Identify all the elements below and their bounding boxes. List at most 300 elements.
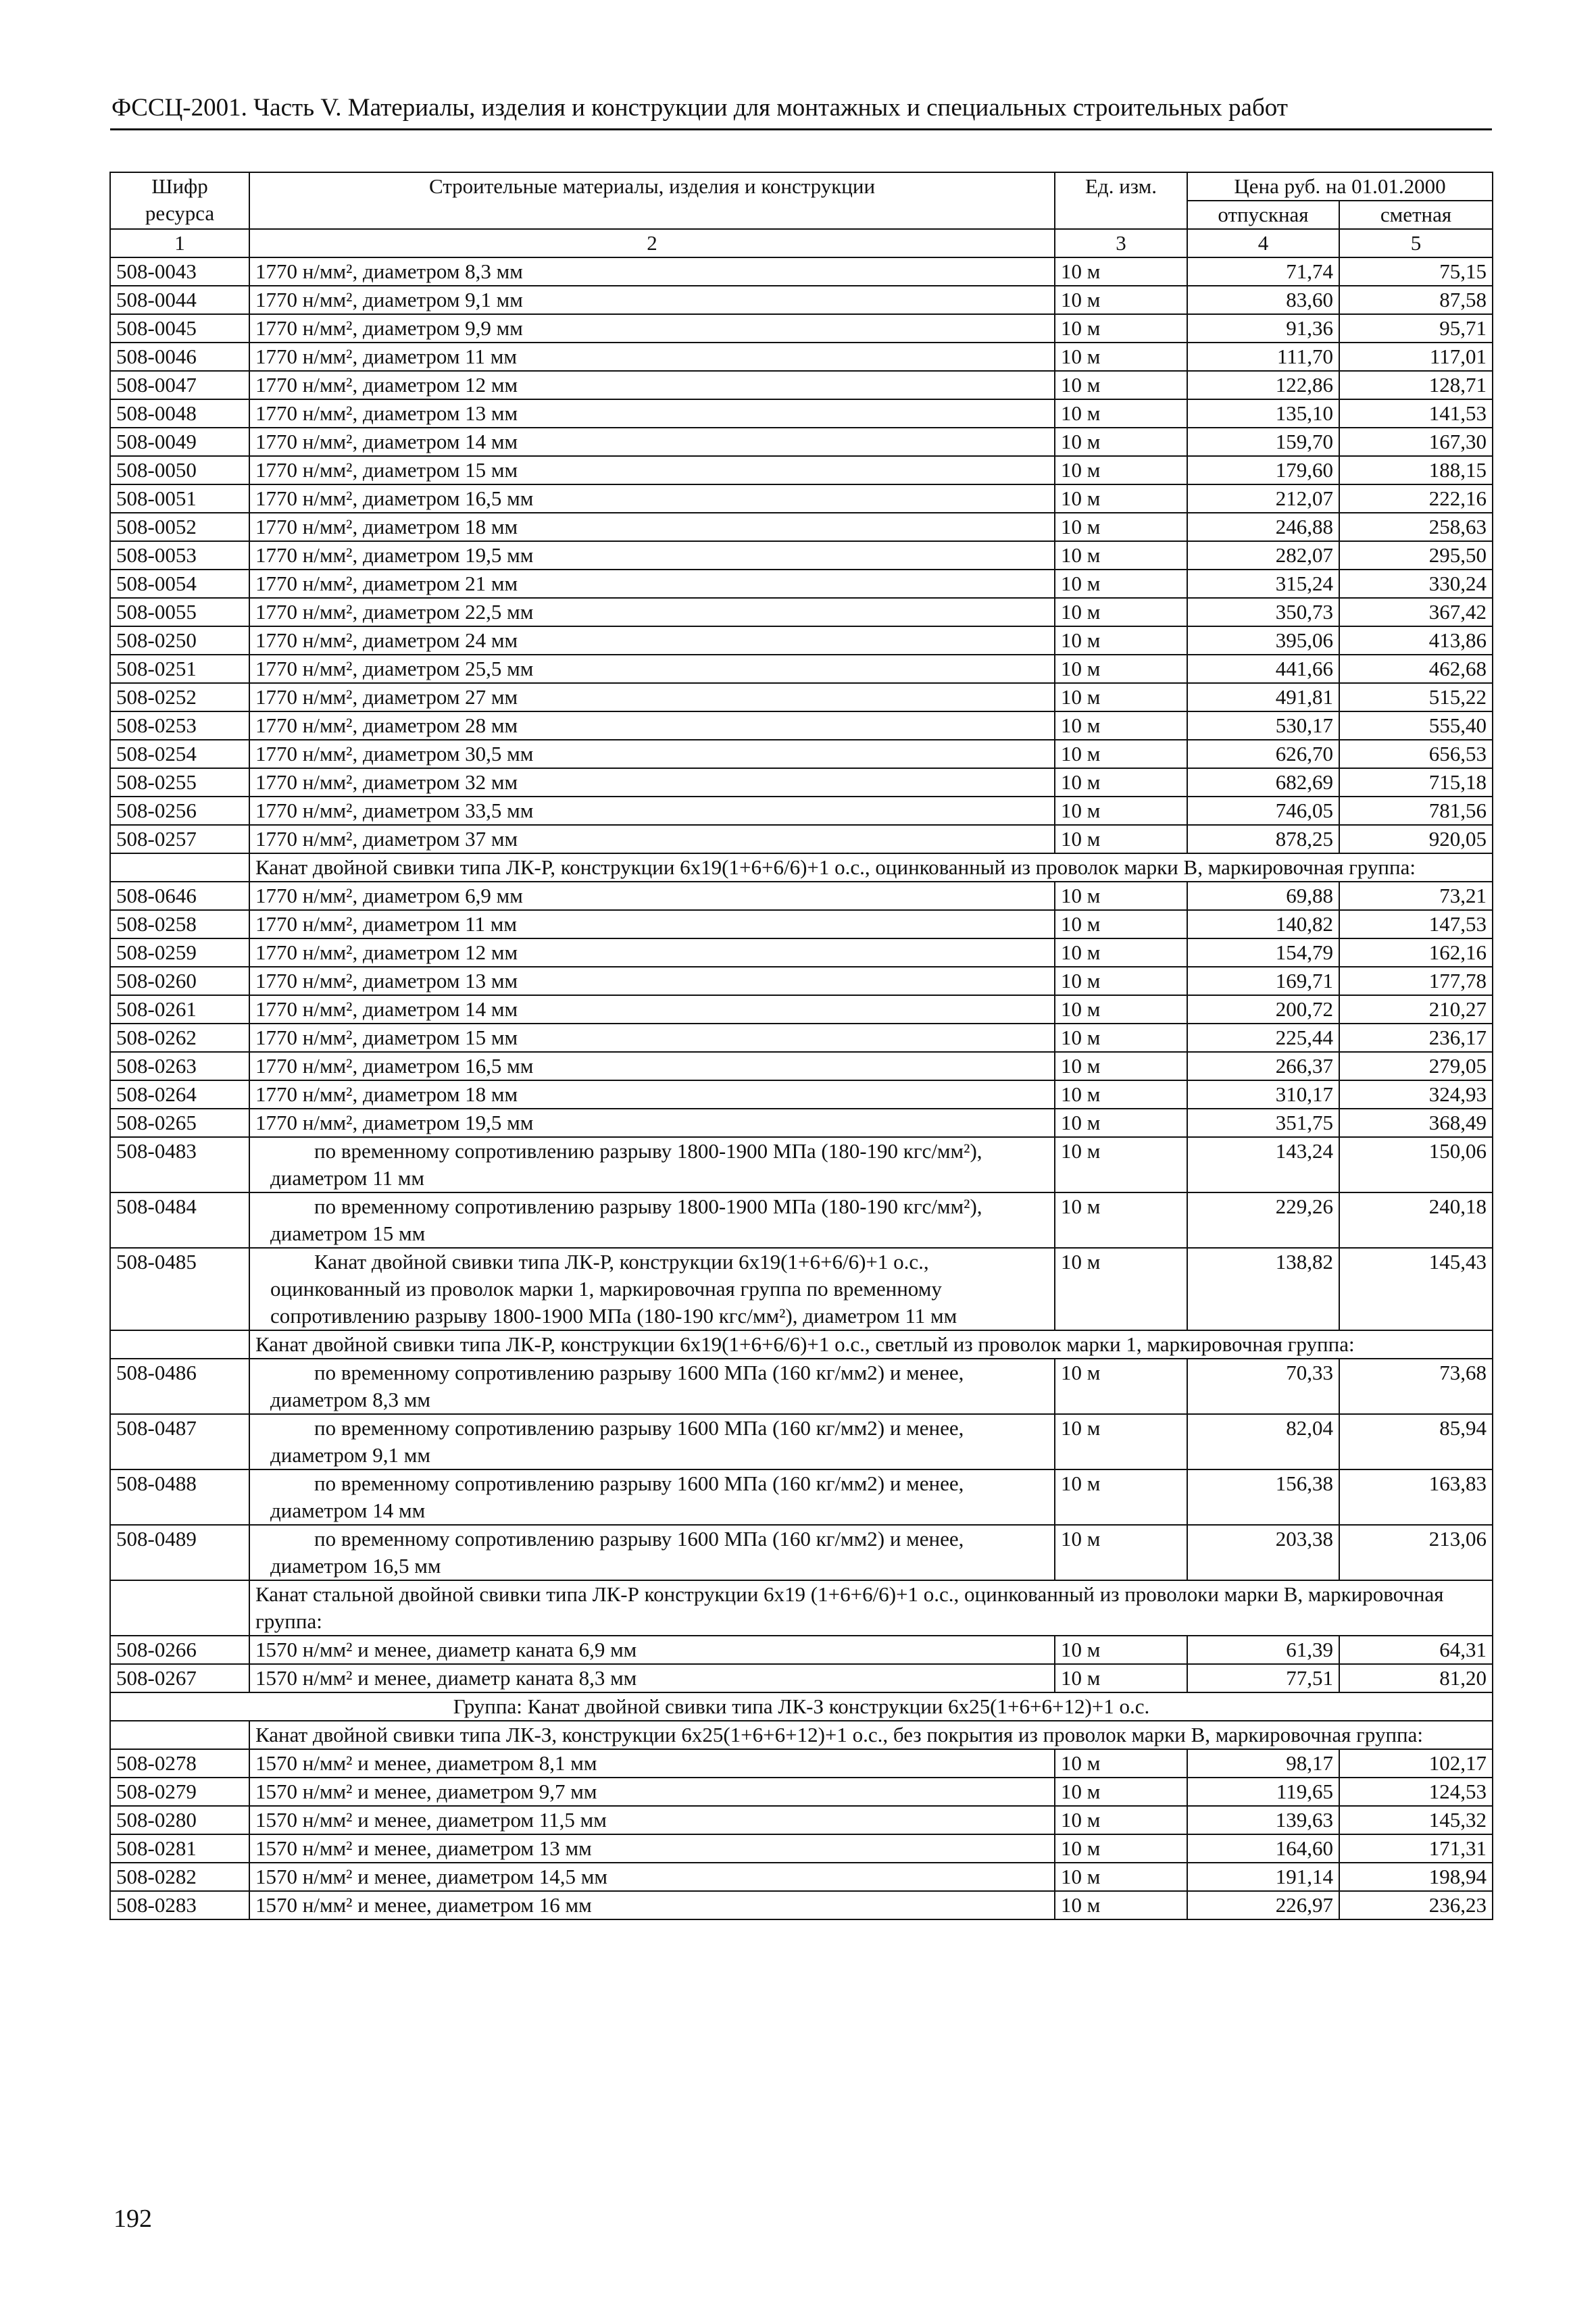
resource-code: 508-0254 — [110, 740, 249, 768]
material-description: 1570 н/мм² и менее, диаметром 16 мм — [249, 1891, 1055, 1919]
estimate-price: 210,27 — [1339, 995, 1493, 1024]
header-price-group: Цена руб. на 01.01.2000 — [1187, 172, 1493, 201]
table-row — [110, 711, 1493, 740]
release-price: 530,17 — [1187, 711, 1339, 740]
header-name: Строительные материалы, изделия и конструкции — [249, 172, 1055, 229]
material-description: 1770 н/мм², диаметром 21 мм — [249, 570, 1055, 598]
table-row — [110, 286, 1493, 314]
release-price: 266,37 — [1187, 1052, 1339, 1080]
resource-code: 508-0257 — [110, 825, 249, 853]
estimate-price: 128,71 — [1339, 371, 1493, 399]
table-row — [110, 910, 1493, 938]
table-row — [110, 570, 1493, 598]
material-description — [249, 1414, 1055, 1469]
release-price: 135,10 — [1187, 399, 1339, 428]
release-price: 441,66 — [1187, 655, 1339, 683]
header-rule — [110, 128, 1492, 130]
resource-code: 508-0267 — [110, 1664, 249, 1692]
release-price: 225,44 — [1187, 1024, 1339, 1052]
release-price: 159,70 — [1187, 428, 1339, 456]
release-price: 179,60 — [1187, 456, 1339, 484]
release-price: 77,51 — [1187, 1664, 1339, 1692]
unit-of-measure: 10 м — [1055, 1192, 1187, 1248]
unit-of-measure: 10 м — [1055, 995, 1187, 1024]
column-number-row — [110, 229, 1493, 257]
release-price: 229,26 — [1187, 1192, 1339, 1248]
material-description: 1770 н/мм², диаметром 15 мм — [249, 1024, 1055, 1052]
resource-code: 508-0487 — [110, 1414, 249, 1469]
release-price: 154,79 — [1187, 938, 1339, 967]
unit-of-measure: 10 м — [1055, 1469, 1187, 1525]
material-description: 1770 н/мм², диаметром 18 мм — [249, 513, 1055, 541]
resource-code: 508-0259 — [110, 938, 249, 967]
table-row — [110, 541, 1493, 570]
material-description: 1570 н/мм² и менее, диаметром 8,1 мм — [249, 1749, 1055, 1778]
resource-code: 508-0262 — [110, 1024, 249, 1052]
unit-of-measure: 10 м — [1055, 343, 1187, 371]
estimate-price: 102,17 — [1339, 1749, 1493, 1778]
table-body — [110, 257, 1493, 1919]
material-description — [249, 1137, 1055, 1192]
table-row — [110, 1806, 1493, 1834]
table-row — [110, 428, 1493, 456]
price-table — [109, 172, 1493, 1920]
release-price: 143,24 — [1187, 1137, 1339, 1192]
resource-code: 508-0255 — [110, 768, 249, 797]
resource-code: 508-0263 — [110, 1052, 249, 1080]
unit-of-measure: 10 м — [1055, 598, 1187, 626]
material-description: 1770 н/мм², диаметром 22,5 мм — [249, 598, 1055, 626]
material-description-text: по временному сопротивлению разрыву 1600 МПа (160 кг/мм2) и менее, диаметром 9,1 мм — [270, 1416, 964, 1467]
resource-code: 508-0282 — [110, 1863, 249, 1891]
table-row — [110, 1414, 1493, 1469]
material-description — [249, 1469, 1055, 1525]
unit-of-measure: 10 м — [1055, 513, 1187, 541]
material-description-text: по временному сопротивлению разрыву 1800-1900 МПа (180-190 кгс/мм²), диаметром 15 мм — [270, 1194, 982, 1245]
unit-of-measure: 10 м — [1055, 484, 1187, 513]
section-row — [110, 1580, 1493, 1636]
page-number: 192 — [114, 2205, 152, 2233]
unit-of-measure: 10 м — [1055, 1834, 1187, 1863]
table-row — [110, 1664, 1493, 1692]
release-price: 83,60 — [1187, 286, 1339, 314]
material-description — [249, 1248, 1055, 1330]
section-code-empty — [110, 853, 249, 882]
column-number: 3 — [1055, 229, 1187, 257]
release-price: 246,88 — [1187, 513, 1339, 541]
unit-of-measure: 10 м — [1055, 1024, 1187, 1052]
material-description: 1770 н/мм², диаметром 25,5 мм — [249, 655, 1055, 683]
table-row — [110, 655, 1493, 683]
unit-of-measure: 10 м — [1055, 1525, 1187, 1580]
section-heading: Канат двойной свивки типа ЛК-Р, конструкции 6x19(1+6+6/6)+1 о.с., светлый из проволок марки 1, маркировочная группа: — [249, 1330, 1493, 1359]
estimate-price: 781,56 — [1339, 797, 1493, 825]
group-row — [110, 1692, 1493, 1721]
table-row — [110, 825, 1493, 853]
material-description: 1770 н/мм², диаметром 8,3 мм — [249, 257, 1055, 286]
material-description: 1770 н/мм², диаметром 27 мм — [249, 683, 1055, 711]
unit-of-measure: 10 м — [1055, 655, 1187, 683]
resource-code: 508-0048 — [110, 399, 249, 428]
estimate-price: 124,53 — [1339, 1778, 1493, 1806]
resource-code: 508-0489 — [110, 1525, 249, 1580]
material-description: 1770 н/мм², диаметром 16,5 мм — [249, 484, 1055, 513]
estimate-price: 236,23 — [1339, 1891, 1493, 1919]
resource-code: 508-0256 — [110, 797, 249, 825]
unit-of-measure: 10 м — [1055, 683, 1187, 711]
resource-code: 508-0052 — [110, 513, 249, 541]
table-row — [110, 399, 1493, 428]
release-price: 69,88 — [1187, 882, 1339, 910]
release-price: 310,17 — [1187, 1080, 1339, 1109]
table-row — [110, 1192, 1493, 1248]
estimate-price: 715,18 — [1339, 768, 1493, 797]
material-description: 1770 н/мм², диаметром 13 мм — [249, 967, 1055, 995]
estimate-price: 367,42 — [1339, 598, 1493, 626]
estimate-price: 213,06 — [1339, 1525, 1493, 1580]
release-price: 315,24 — [1187, 570, 1339, 598]
unit-of-measure: 10 м — [1055, 286, 1187, 314]
table-row — [110, 1834, 1493, 1863]
table-row — [110, 1052, 1493, 1080]
estimate-price: 188,15 — [1339, 456, 1493, 484]
estimate-price: 177,78 — [1339, 967, 1493, 995]
header-unit: Ед. изм. — [1055, 172, 1187, 229]
estimate-price: 171,31 — [1339, 1834, 1493, 1863]
table-row — [110, 967, 1493, 995]
release-price: 350,73 — [1187, 598, 1339, 626]
release-price: 212,07 — [1187, 484, 1339, 513]
resource-code: 508-0486 — [110, 1359, 249, 1414]
estimate-price: 515,22 — [1339, 683, 1493, 711]
release-price: 70,33 — [1187, 1359, 1339, 1414]
unit-of-measure: 10 м — [1055, 740, 1187, 768]
material-description: 1770 н/мм², диаметром 14 мм — [249, 428, 1055, 456]
table-row — [110, 598, 1493, 626]
release-price: 139,63 — [1187, 1806, 1339, 1834]
release-price: 878,25 — [1187, 825, 1339, 853]
section-row — [110, 853, 1493, 882]
table-row — [110, 1137, 1493, 1192]
unit-of-measure: 10 м — [1055, 1778, 1187, 1806]
material-description: 1770 н/мм², диаметром 19,5 мм — [249, 541, 1055, 570]
estimate-price: 150,06 — [1339, 1137, 1493, 1192]
estimate-price: 163,83 — [1339, 1469, 1493, 1525]
resource-code: 508-0278 — [110, 1749, 249, 1778]
material-description-text: по временному сопротивлению разрыву 1800-1900 МПа (180-190 кгс/мм²), диаметром 11 мм — [270, 1139, 982, 1190]
table-row — [110, 740, 1493, 768]
unit-of-measure: 10 м — [1055, 1052, 1187, 1080]
release-price: 98,17 — [1187, 1749, 1339, 1778]
table-row — [110, 343, 1493, 371]
material-description: 1770 н/мм², диаметром 12 мм — [249, 371, 1055, 399]
table-row — [110, 257, 1493, 286]
unit-of-measure: 10 м — [1055, 1414, 1187, 1469]
table-row — [110, 1863, 1493, 1891]
material-description-text: по временному сопротивлению разрыву 1600 МПа (160 кг/мм2) и менее, диаметром 14 мм — [270, 1472, 964, 1522]
resource-code: 508-0485 — [110, 1248, 249, 1330]
release-price: 111,70 — [1187, 343, 1339, 371]
resource-code: 508-0045 — [110, 314, 249, 343]
table-row — [110, 1891, 1493, 1919]
material-description-text: Канат двойной свивки типа ЛК-Р, конструкции 6x19(1+6+6/6)+1 о.с., оцинкованный из проволок марки 1, маркировочная группа по временному сопротивлению разрыву 1800-1900 МПа (180-190 кгс/мм²), диаметром 11 мм — [270, 1250, 957, 1328]
resource-code: 508-0051 — [110, 484, 249, 513]
resource-code: 508-0281 — [110, 1834, 249, 1863]
section-heading: Канат двойной свивки типа ЛК-Р, конструкции 6x19(1+6+6/6)+1 о.с., оцинкованный из проволок марки В, маркировочная группа: — [249, 853, 1493, 882]
release-price: 71,74 — [1187, 257, 1339, 286]
estimate-price: 81,20 — [1339, 1664, 1493, 1692]
resource-code: 508-0484 — [110, 1192, 249, 1248]
resource-code: 508-0250 — [110, 626, 249, 655]
material-description: 1770 н/мм², диаметром 33,5 мм — [249, 797, 1055, 825]
material-description: 1770 н/мм², диаметром 37 мм — [249, 825, 1055, 853]
unit-of-measure: 10 м — [1055, 711, 1187, 740]
material-description: 1770 н/мм², диаметром 6,9 мм — [249, 882, 1055, 910]
estimate-price: 236,17 — [1339, 1024, 1493, 1052]
estimate-price: 555,40 — [1339, 711, 1493, 740]
resource-code: 508-0251 — [110, 655, 249, 683]
table-row — [110, 683, 1493, 711]
material-description: 1770 н/мм², диаметром 15 мм — [249, 456, 1055, 484]
release-price: 282,07 — [1187, 541, 1339, 570]
resource-code: 508-0261 — [110, 995, 249, 1024]
section-heading: Канат стальной двойной свивки типа ЛК-Р конструкции 6x19 (1+6+6/6)+1 о.с., оцинкованный из проволоки марки В, маркировочная группа: — [249, 1580, 1493, 1636]
table-row — [110, 768, 1493, 797]
material-description: 1770 н/мм², диаметром 19,5 мм — [249, 1109, 1055, 1137]
unit-of-measure: 10 м — [1055, 1248, 1187, 1330]
column-number: 2 — [249, 229, 1055, 257]
estimate-price: 258,63 — [1339, 513, 1493, 541]
release-price: 169,71 — [1187, 967, 1339, 995]
resource-code: 508-0044 — [110, 286, 249, 314]
release-price: 491,81 — [1187, 683, 1339, 711]
release-price: 682,69 — [1187, 768, 1339, 797]
table-row — [110, 1778, 1493, 1806]
estimate-price: 95,71 — [1339, 314, 1493, 343]
estimate-price: 117,01 — [1339, 343, 1493, 371]
resource-code: 508-0047 — [110, 371, 249, 399]
unit-of-measure: 10 м — [1055, 1080, 1187, 1109]
table-row — [110, 314, 1493, 343]
estimate-price: 87,58 — [1339, 286, 1493, 314]
unit-of-measure: 10 м — [1055, 1806, 1187, 1834]
unit-of-measure: 10 м — [1055, 626, 1187, 655]
resource-code: 508-0279 — [110, 1778, 249, 1806]
material-description: 1770 н/мм², диаметром 11 мм — [249, 910, 1055, 938]
unit-of-measure: 10 м — [1055, 541, 1187, 570]
estimate-price: 167,30 — [1339, 428, 1493, 456]
material-description: 1770 н/мм², диаметром 32 мм — [249, 768, 1055, 797]
resource-code: 508-0046 — [110, 343, 249, 371]
estimate-price: 147,53 — [1339, 910, 1493, 938]
table-row — [110, 1525, 1493, 1580]
estimate-price: 240,18 — [1339, 1192, 1493, 1248]
estimate-price: 295,50 — [1339, 541, 1493, 570]
unit-of-measure: 10 м — [1055, 456, 1187, 484]
estimate-price: 222,16 — [1339, 484, 1493, 513]
unit-of-measure: 10 м — [1055, 314, 1187, 343]
unit-of-measure: 10 м — [1055, 257, 1187, 286]
material-description: 1770 н/мм², диаметром 14 мм — [249, 995, 1055, 1024]
header-price-estimate: сметная — [1339, 201, 1493, 229]
release-price: 203,38 — [1187, 1525, 1339, 1580]
estimate-price: 462,68 — [1339, 655, 1493, 683]
release-price: 122,86 — [1187, 371, 1339, 399]
resource-code: 508-0258 — [110, 910, 249, 938]
resource-code: 508-0265 — [110, 1109, 249, 1137]
material-description: 1770 н/мм², диаметром 30,5 мм — [249, 740, 1055, 768]
release-price: 140,82 — [1187, 910, 1339, 938]
table-row — [110, 371, 1493, 399]
unit-of-measure: 10 м — [1055, 1863, 1187, 1891]
material-description-text: по временному сопротивлению разрыву 1600 МПа (160 кг/мм2) и менее, диаметром 8,3 мм — [270, 1361, 964, 1411]
estimate-price: 413,86 — [1339, 626, 1493, 655]
group-heading: Группа: Канат двойной свивки типа ЛК-З конструкции 6x25(1+6+6+12)+1 о.с. — [110, 1692, 1493, 1721]
material-description: 1770 н/мм², диаметром 16,5 мм — [249, 1052, 1055, 1080]
unit-of-measure: 10 м — [1055, 399, 1187, 428]
table-row — [110, 1080, 1493, 1109]
material-description: 1770 н/мм², диаметром 28 мм — [249, 711, 1055, 740]
release-price: 226,97 — [1187, 1891, 1339, 1919]
unit-of-measure: 10 м — [1055, 1137, 1187, 1192]
release-price: 626,70 — [1187, 740, 1339, 768]
unit-of-measure: 10 м — [1055, 1359, 1187, 1414]
estimate-price: 368,49 — [1339, 1109, 1493, 1137]
section-code-empty — [110, 1330, 249, 1359]
column-number: 4 — [1187, 229, 1339, 257]
resource-code: 508-0053 — [110, 541, 249, 570]
resource-code: 508-0280 — [110, 1806, 249, 1834]
material-description: 1570 н/мм² и менее, диаметром 13 мм — [249, 1834, 1055, 1863]
estimate-price: 73,21 — [1339, 882, 1493, 910]
column-number: 1 — [110, 229, 249, 257]
material-description — [249, 1192, 1055, 1248]
table-row — [110, 456, 1493, 484]
material-description — [249, 1525, 1055, 1580]
unit-of-measure: 10 м — [1055, 1664, 1187, 1692]
material-description: 1570 н/мм² и менее, диаметром 9,7 мм — [249, 1778, 1055, 1806]
release-price: 395,06 — [1187, 626, 1339, 655]
release-price: 82,04 — [1187, 1414, 1339, 1469]
material-description — [249, 1359, 1055, 1414]
resource-code: 508-0043 — [110, 257, 249, 286]
table-row — [110, 513, 1493, 541]
unit-of-measure: 10 м — [1055, 938, 1187, 967]
estimate-price: 279,05 — [1339, 1052, 1493, 1080]
table-row — [110, 1109, 1493, 1137]
table-row — [110, 797, 1493, 825]
material-description: 1770 н/мм², диаметром 9,9 мм — [249, 314, 1055, 343]
release-price: 156,38 — [1187, 1469, 1339, 1525]
resource-code: 508-0483 — [110, 1137, 249, 1192]
release-price: 191,14 — [1187, 1863, 1339, 1891]
table-row — [110, 1469, 1493, 1525]
release-price: 351,75 — [1187, 1109, 1339, 1137]
unit-of-measure: 10 м — [1055, 428, 1187, 456]
unit-of-measure: 10 м — [1055, 910, 1187, 938]
release-price: 164,60 — [1187, 1834, 1339, 1863]
table-row — [110, 484, 1493, 513]
material-description: 1570 н/мм² и менее, диаметром 11,5 мм — [249, 1806, 1055, 1834]
resource-code: 508-0264 — [110, 1080, 249, 1109]
table-row — [110, 1248, 1493, 1330]
resource-code: 508-0054 — [110, 570, 249, 598]
release-price: 61,39 — [1187, 1636, 1339, 1664]
estimate-price: 920,05 — [1339, 825, 1493, 853]
table-row — [110, 626, 1493, 655]
header-code: Шифр ресурса — [110, 172, 249, 229]
header-price-release: отпускная — [1187, 201, 1339, 229]
unit-of-measure: 10 м — [1055, 1749, 1187, 1778]
material-description: 1770 н/мм², диаметром 12 мм — [249, 938, 1055, 967]
unit-of-measure: 10 м — [1055, 371, 1187, 399]
estimate-price: 64,31 — [1339, 1636, 1493, 1664]
estimate-price: 324,93 — [1339, 1080, 1493, 1109]
section-heading: Канат двойной свивки типа ЛК-З, конструкции 6x25(1+6+6+12)+1 о.с., без покрытия из проволок марки В, маркировочная группа: — [249, 1721, 1493, 1749]
release-price: 138,82 — [1187, 1248, 1339, 1330]
resource-code: 508-0260 — [110, 967, 249, 995]
table-row — [110, 882, 1493, 910]
resource-code: 508-0252 — [110, 683, 249, 711]
estimate-price: 330,24 — [1339, 570, 1493, 598]
estimate-price: 75,15 — [1339, 257, 1493, 286]
column-number: 5 — [1339, 229, 1493, 257]
unit-of-measure: 10 м — [1055, 570, 1187, 598]
table-row — [110, 1024, 1493, 1052]
release-price: 119,65 — [1187, 1778, 1339, 1806]
section-code-empty — [110, 1721, 249, 1749]
unit-of-measure: 10 м — [1055, 1891, 1187, 1919]
section-row — [110, 1330, 1493, 1359]
estimate-price: 73,68 — [1339, 1359, 1493, 1414]
material-description-text: по временному сопротивлению разрыву 1600 МПа (160 кг/мм2) и менее, диаметром 16,5 мм — [270, 1527, 964, 1578]
material-description: 1570 н/мм² и менее, диаметр каната 6,9 мм — [249, 1636, 1055, 1664]
table-row — [110, 1636, 1493, 1664]
section-row — [110, 1721, 1493, 1749]
unit-of-measure: 10 м — [1055, 1636, 1187, 1664]
material-description: 1570 н/мм² и менее, диаметром 14,5 мм — [249, 1863, 1055, 1891]
estimate-price: 198,94 — [1339, 1863, 1493, 1891]
material-description: 1770 н/мм², диаметром 9,1 мм — [249, 286, 1055, 314]
unit-of-measure: 10 м — [1055, 882, 1187, 910]
resource-code: 508-0646 — [110, 882, 249, 910]
estimate-price: 145,32 — [1339, 1806, 1493, 1834]
page-header: ФССЦ-2001. Часть V. Материалы, изделия и конструкции для монтажных и специальных строительных работ — [111, 94, 1288, 122]
estimate-price: 141,53 — [1339, 399, 1493, 428]
resource-code: 508-0283 — [110, 1891, 249, 1919]
estimate-price: 145,43 — [1339, 1248, 1493, 1330]
resource-code: 508-0253 — [110, 711, 249, 740]
release-price: 200,72 — [1187, 995, 1339, 1024]
table-row — [110, 1359, 1493, 1414]
unit-of-measure: 10 м — [1055, 967, 1187, 995]
section-code-empty — [110, 1580, 249, 1636]
release-price: 746,05 — [1187, 797, 1339, 825]
table-row — [110, 995, 1493, 1024]
material-description: 1770 н/мм², диаметром 18 мм — [249, 1080, 1055, 1109]
material-description: 1770 н/мм², диаметром 24 мм — [249, 626, 1055, 655]
estimate-price: 656,53 — [1339, 740, 1493, 768]
unit-of-measure: 10 м — [1055, 768, 1187, 797]
resource-code: 508-0049 — [110, 428, 249, 456]
material-description: 1570 н/мм² и менее, диаметр каната 8,3 мм — [249, 1664, 1055, 1692]
table-row — [110, 938, 1493, 967]
material-description: 1770 н/мм², диаметром 11 мм — [249, 343, 1055, 371]
resource-code: 508-0055 — [110, 598, 249, 626]
table-row — [110, 1749, 1493, 1778]
resource-code: 508-0266 — [110, 1636, 249, 1664]
unit-of-measure: 10 м — [1055, 825, 1187, 853]
